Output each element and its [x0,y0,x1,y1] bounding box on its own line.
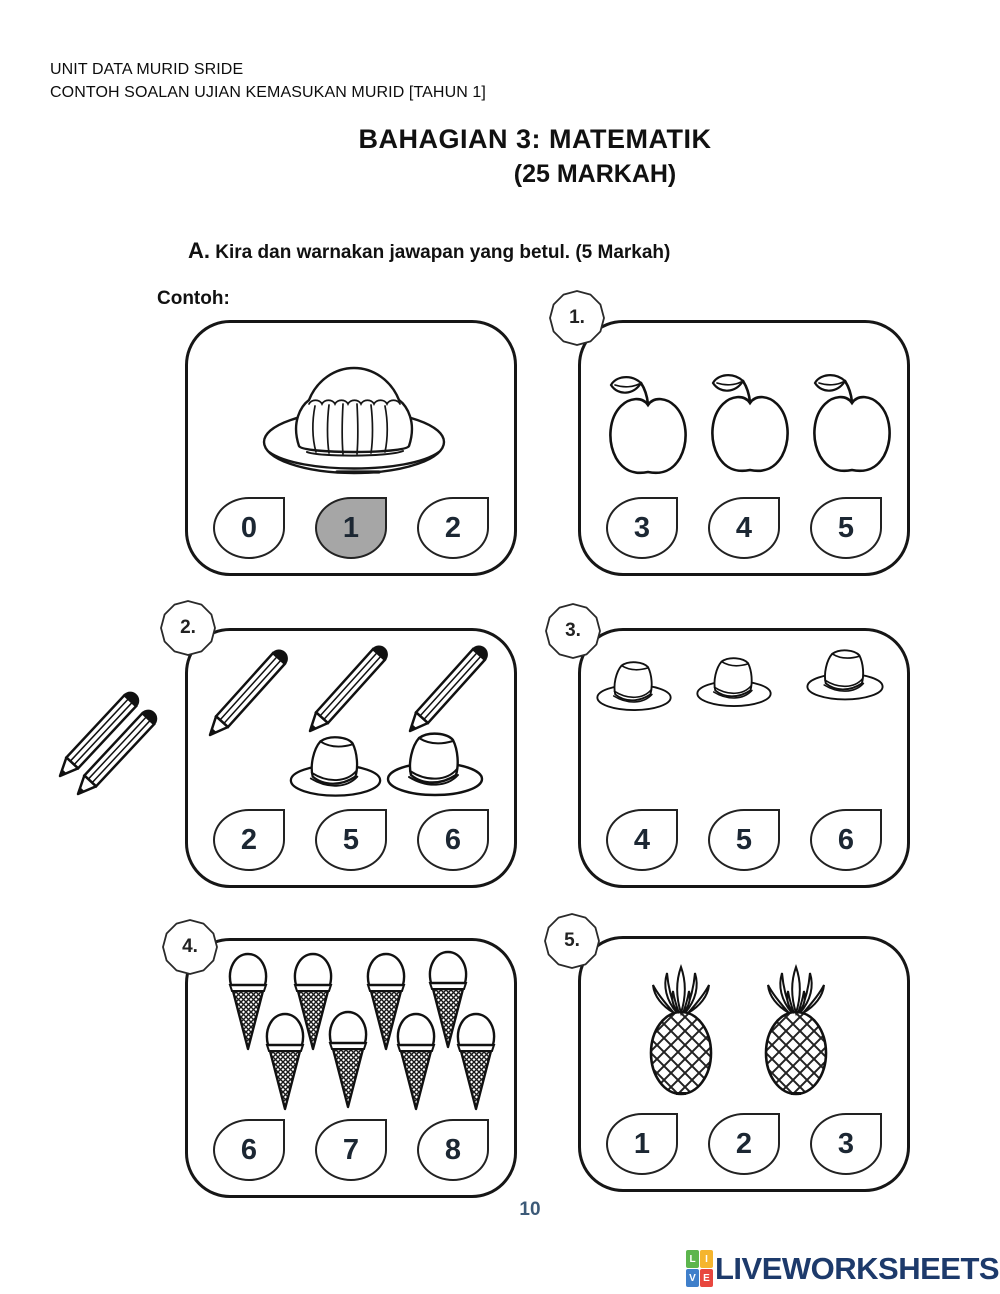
answer-option[interactable]: 6 [417,809,489,871]
header-line-1: UNIT DATA MURID SRIDE [50,61,244,78]
question-3-box [578,628,910,888]
liveworksheets-logo-mark [686,1250,713,1287]
question-4-answer-row [188,1119,514,1181]
page-number: 10 [519,1199,541,1220]
liveworksheets-logo-text: LIVEWORKSHEETS [715,1250,1000,1286]
example-label: Contoh: [157,288,230,309]
answer-option[interactable]: 5 [810,497,882,559]
answer-option[interactable]: 2 [708,1113,780,1175]
pencil-icon [404,643,490,736]
pencil-icon [204,647,290,740]
apples-illustration [581,323,913,493]
ice-cream-icon [230,954,266,1049]
question-2-answer-row [188,809,514,871]
hat-icon [388,734,482,795]
question-5-box [578,936,910,1192]
example-answer-row [188,497,514,559]
section-letter: A. [188,238,210,263]
pencils-and-hats-illustration [188,631,520,807]
answer-option[interactable]: 7 [315,1119,387,1181]
question-5-badge [543,912,601,970]
answer-option[interactable]: 8 [417,1119,489,1181]
question-2-box [185,628,517,888]
answer-option[interactable]: 2 [417,497,489,559]
hat-icon [291,737,380,795]
question-2-badge [159,599,217,657]
question-4-number: 4. [182,936,198,957]
ice-cream-icon [267,1014,303,1109]
logo-letter-v: V [686,1269,699,1287]
answer-option[interactable]: 5 [708,809,780,871]
answer-option[interactable]: 2 [213,809,285,871]
question-3-badge [544,602,602,660]
question-1-answer-row [581,497,907,559]
ice-cream-icon [398,1014,434,1109]
answer-option[interactable]: 3 [810,1113,882,1175]
page-subtitle: (25 MARKAH) [513,160,677,188]
hats-illustration [581,631,913,751]
question-3-number: 3. [565,620,581,641]
ice-cream-icon [458,1014,494,1109]
liveworksheets-logo[interactable] [686,1250,999,1287]
hat-icon [807,650,882,699]
pencil-icon [304,643,390,736]
logo-letter-i: I [700,1250,713,1268]
question-5-number: 5. [564,930,580,951]
answer-option[interactable]: 4 [708,497,780,559]
apple-icon [712,375,787,471]
page-title: BAHAGIAN 3: MATEMATIK [358,124,712,154]
pineapple-icon [766,967,826,1095]
example-box [185,320,517,576]
question-4-badge [161,918,219,976]
jelly-pudding-icon [259,356,449,478]
pineapple-icon [651,967,711,1095]
question-2-number: 2. [180,617,196,638]
ice-creams-illustration [188,941,520,1123]
pineapples-illustration [581,939,913,1105]
section-instruction [188,238,670,264]
answer-option[interactable]: 3 [606,497,678,559]
answer-option[interactable]: 6 [213,1119,285,1181]
hat-icon [597,662,670,710]
ice-cream-icon [330,1012,366,1107]
answer-option[interactable]: 4 [606,809,678,871]
margin-pencils-illustration [46,680,168,808]
question-1-badge [548,289,606,347]
answer-option[interactable]: 6 [810,809,882,871]
header-line-2: CONTOH SOALAN UJIAN KEMASUKAN MURID [TAHUN 1] [50,84,486,101]
question-5-answer-row [581,1113,907,1175]
section-text: Kira dan warnakan jawapan yang betul. (5 Markah) [210,242,671,263]
logo-letter-l: L [686,1250,699,1268]
question-1-box [578,320,910,576]
question-4-box [185,938,517,1198]
apple-icon [814,375,889,471]
logo-letter-e: E [700,1269,713,1287]
question-1-number: 1. [569,307,585,328]
answer-option[interactable]: 0 [213,497,285,559]
question-3-answer-row [581,809,907,871]
hat-icon [697,658,770,706]
apple-icon [610,377,685,473]
answer-option-selected[interactable]: 1 [315,497,387,559]
answer-option[interactable]: 5 [315,809,387,871]
answer-option[interactable]: 1 [606,1113,678,1175]
